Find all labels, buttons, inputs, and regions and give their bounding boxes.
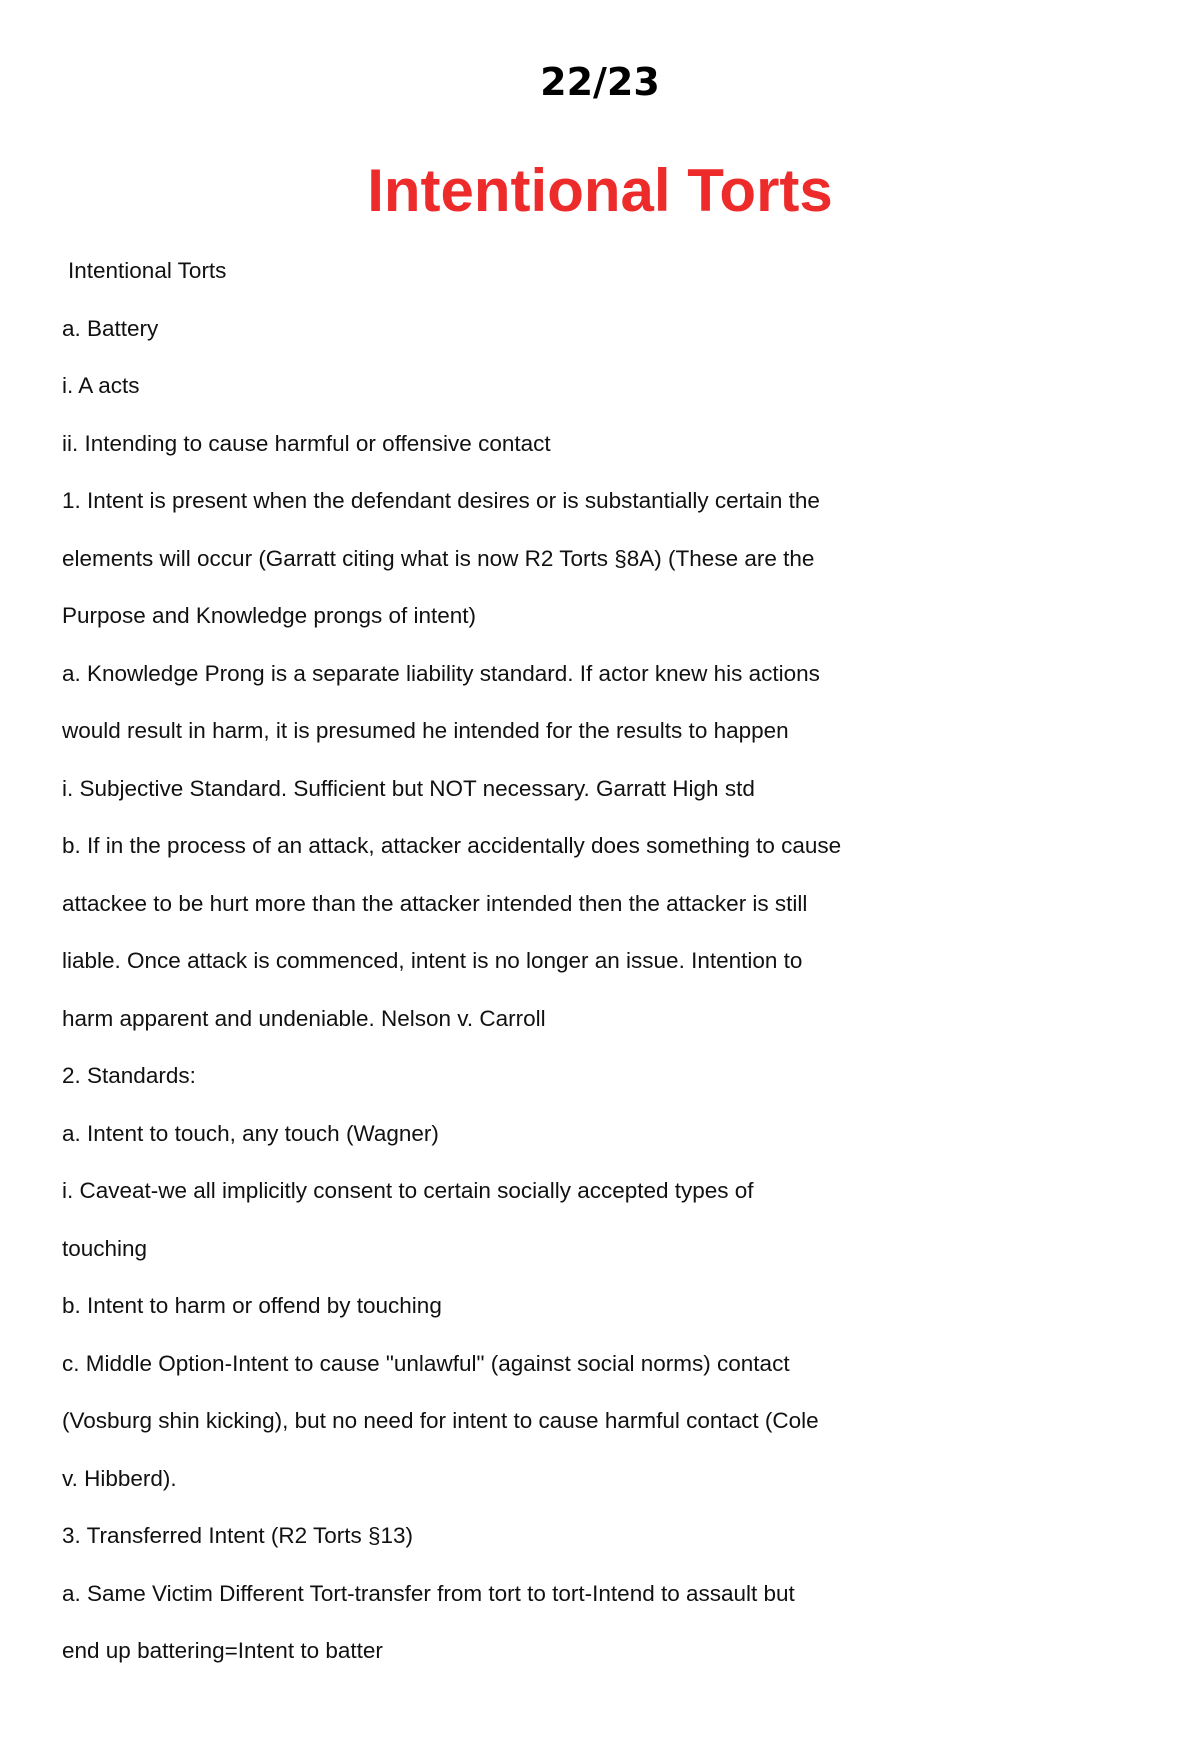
body-line: attackee to be hurt more than the attacker intended then the attacker is still: [62, 890, 808, 916]
body-line: ii. Intending to cause harmful or offensive contact: [62, 430, 551, 456]
body-line: a. Battery: [62, 315, 159, 341]
page-title: Intentional Torts: [367, 157, 833, 224]
body-line: a. Same Victim Different Tort-transfer from tort to tort-Intend to assault but: [62, 1580, 795, 1606]
body-line: a. Knowledge Prong is a separate liability standard. If actor knew his actions: [62, 660, 820, 686]
body-line: v. Hibberd).: [62, 1465, 177, 1491]
body-line: i. Caveat-we all implicitly consent to certain socially accepted types of: [62, 1178, 754, 1203]
body-line: i. A acts: [62, 373, 140, 398]
body-line: a. Intent to touch, any touch (Wagner): [62, 1120, 439, 1146]
body-line: Intentional Torts: [68, 258, 227, 283]
body-line: elements will occur (Garratt citing what is now R2 Torts §8A) (These are the: [62, 545, 815, 571]
body-line: (Vosburg shin kicking), but no need for intent to cause harmful contact (Cole: [62, 1408, 819, 1433]
body-line: end up battering=Intent to batter: [62, 1638, 383, 1663]
body-line: b. If in the process of an attack, attacker accidentally does something to cause: [62, 833, 842, 858]
body-line: Purpose and Knowledge prongs of intent): [62, 603, 477, 628]
body-line: harm apparent and undeniable. Nelson v. Carroll: [62, 1005, 546, 1031]
document-body: [62, 252, 1142, 1690]
body-line: i. Subjective Standard. Sufficient but NOT necessary. Garratt High std: [62, 775, 755, 801]
body-line: liable. Once attack is commenced, intent is no longer an issue. Intention to: [62, 948, 803, 973]
body-line: b. Intent to harm or offend by touching: [62, 1293, 442, 1318]
body-line: c. Middle Option-Intent to cause "unlawful" (against social norms) contact: [62, 1350, 790, 1376]
body-line: touching: [62, 1235, 148, 1261]
body-line: 1. Intent is present when the defendant desires or is substantially certain the: [62, 488, 820, 513]
body-line: 3. Transferred Intent (R2 Torts §13): [62, 1523, 414, 1548]
page-number: 22/23: [540, 60, 660, 104]
body-line: 2. Standards:: [62, 1063, 196, 1088]
body-line: would result in harm, it is presumed he intended for the results to happen: [62, 718, 789, 743]
